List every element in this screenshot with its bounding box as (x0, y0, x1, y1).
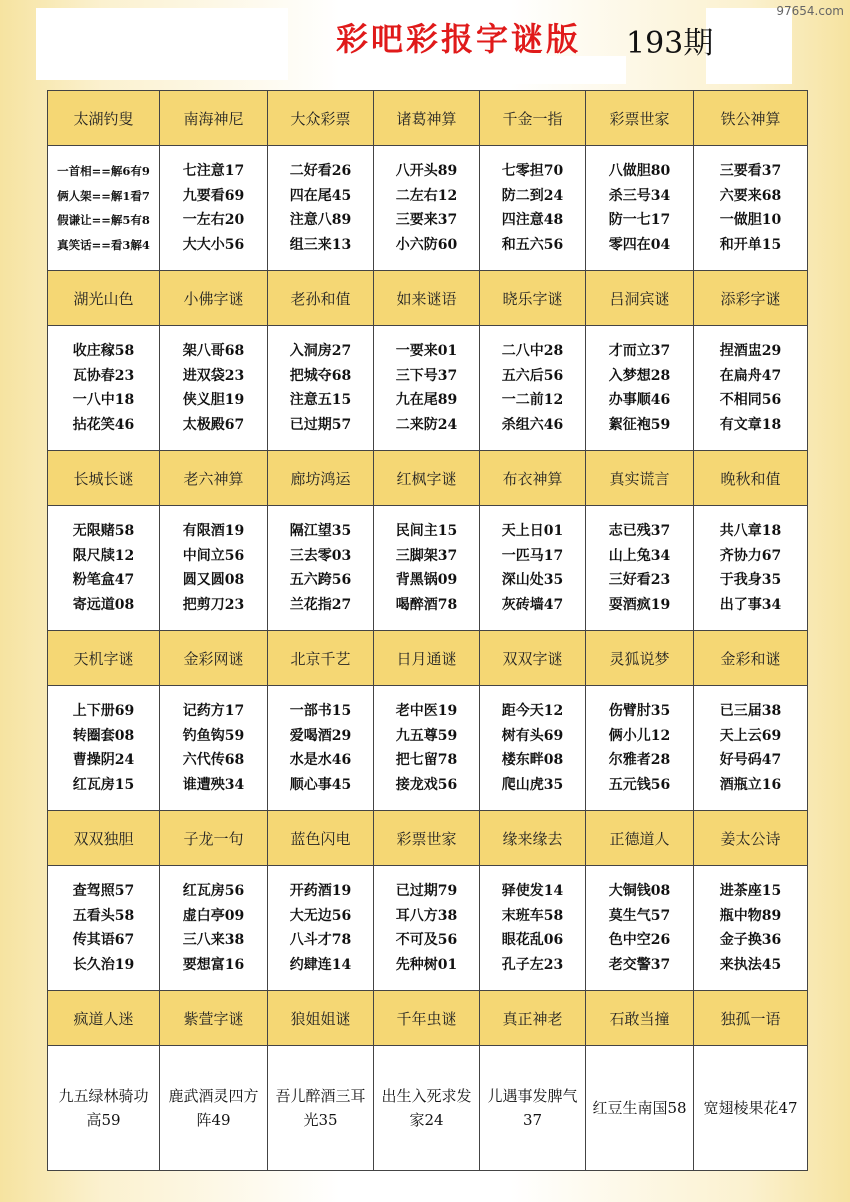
riddle-line: 七零担70 (501, 163, 564, 179)
expert-name-cell: 千金一指 (480, 91, 586, 146)
riddle-line: 三要来37 (395, 212, 458, 228)
riddle-line: 二好看26 (289, 163, 352, 179)
expert-name-cell: 正德道人 (586, 811, 694, 866)
riddle-line: 宽翅棱果花47 (703, 1099, 798, 1117)
riddle-cell (160, 506, 268, 631)
expert-name-cell: 彩票世家 (374, 811, 480, 866)
riddle-line: 山上兔34 (608, 547, 671, 564)
riddle-line: 中间立56 (182, 547, 245, 564)
riddle-line: 办事顺46 (608, 392, 671, 408)
riddle-line: 驿使发14 (501, 883, 564, 899)
expert-name-cell: 吕洞宾谜 (586, 271, 694, 326)
expert-name-cell: 子龙一句 (160, 811, 268, 866)
riddle-cell (48, 326, 160, 451)
riddle-line: 尔雅者28 (608, 752, 671, 768)
riddle-cell (374, 686, 480, 811)
riddle-line: 太极殿67 (182, 416, 245, 433)
expert-name-cell: 狼姐姐谜 (268, 991, 374, 1046)
riddle-line: 一二前12 (501, 392, 564, 408)
riddle-line: 把剪刀23 (182, 596, 245, 613)
riddle-line: 天上日01 (501, 523, 564, 539)
watermark: 97654.com (776, 4, 844, 18)
riddle-line: 老交警37 (608, 956, 671, 973)
header-row (48, 991, 808, 1046)
expert-name-cell: 缘来缘去 (480, 811, 586, 866)
expert-name-cell: 独孤一语 (694, 991, 808, 1046)
riddle-line: 假谦让==解5有8 (57, 213, 150, 227)
header-row (48, 811, 808, 866)
riddle-line: 七注意17 (182, 163, 245, 179)
riddle-line: 喝醉酒78 (395, 596, 458, 613)
expert-name-cell: 天机字谜 (48, 631, 160, 686)
riddle-line: 查驾照57 (72, 883, 135, 899)
riddle-line: 絮征袍59 (608, 416, 671, 433)
riddle-line: 八斗才78 (289, 932, 352, 948)
expert-name-cell: 小佛字谜 (160, 271, 268, 326)
riddle-line: 距今天12 (501, 703, 564, 719)
riddle-line: 一首相==解6有9 (57, 164, 150, 178)
expert-name-cell: 疯道人迷 (48, 991, 160, 1046)
riddle-line: 五六后56 (501, 367, 564, 384)
riddle-line: 已过期79 (395, 883, 458, 899)
riddle-cell (268, 326, 374, 451)
riddle-line: 儿遇事发脾气37 (487, 1087, 578, 1129)
riddle-cell (374, 866, 480, 991)
expert-name-cell: 湖光山色 (48, 271, 160, 326)
expert-name-cell: 大众彩票 (268, 91, 374, 146)
expert-name-cell: 双双独胆 (48, 811, 160, 866)
riddle-line: 灰砖墙47 (501, 596, 564, 613)
issue-number: 193期 (626, 26, 714, 61)
expert-name-cell: 金彩和谜 (694, 631, 808, 686)
riddle-line: 上下册69 (72, 703, 135, 719)
riddle-line: 于我身35 (719, 572, 782, 588)
riddle-line: 杀三号34 (608, 187, 671, 204)
riddle-line: 一做胆10 (719, 212, 782, 228)
expert-name-cell: 彩票世家 (586, 91, 694, 146)
header-row (48, 631, 808, 686)
riddle-cell (48, 1046, 160, 1171)
riddle-line: 不可及56 (395, 932, 458, 948)
riddle-line: 约肆连14 (289, 956, 352, 973)
riddle-line: 来执法45 (719, 956, 782, 973)
riddle-cell (480, 146, 586, 271)
expert-name-cell: 添彩字谜 (694, 271, 808, 326)
riddle-line: 老中医19 (395, 703, 458, 719)
expert-name-cell: 诸葛神算 (374, 91, 480, 146)
riddle-line: 八做胆80 (608, 163, 671, 179)
riddle-line: 三要看37 (719, 163, 782, 179)
riddle-row (48, 326, 808, 451)
riddle-cell (160, 1046, 268, 1171)
expert-name-cell: 如来谜语 (374, 271, 480, 326)
riddle-cell (160, 326, 268, 451)
riddle-cell (48, 866, 160, 991)
riddle-line: 三脚架37 (395, 547, 458, 564)
expert-name-cell: 太湖钓叟 (48, 91, 160, 146)
riddle-line: 瓦协春23 (72, 367, 135, 384)
riddle-line: 五六跨56 (289, 572, 352, 588)
page-header (0, 0, 850, 88)
riddle-cell (160, 866, 268, 991)
riddle-cell (694, 326, 808, 451)
riddle-line: 圆又圆08 (182, 572, 245, 588)
riddle-line: 爱喝酒29 (289, 727, 352, 744)
riddle-line: 捏酒盅29 (719, 343, 782, 359)
expert-name-cell: 紫萱字谜 (160, 991, 268, 1046)
riddle-cell (268, 146, 374, 271)
riddle-cell (480, 866, 586, 991)
riddle-line: 九五尊59 (395, 727, 458, 744)
riddle-cell (694, 1046, 808, 1171)
riddle-cell (586, 1046, 694, 1171)
riddle-line: 曹操阴24 (72, 752, 135, 768)
riddle-line: 三下号37 (395, 367, 458, 384)
riddle-line: 记药方17 (182, 703, 245, 719)
riddle-line: 零四在04 (608, 236, 671, 253)
riddle-line: 才而立37 (608, 343, 671, 359)
expert-name-cell: 北京千艺 (268, 631, 374, 686)
riddle-line: 三好看23 (608, 572, 671, 588)
riddle-line: 要想富16 (182, 956, 245, 973)
riddle-line: 传其语67 (72, 932, 135, 948)
riddle-line: 金子换36 (719, 932, 782, 948)
riddle-line: 俩小儿12 (608, 727, 671, 744)
expert-name-cell: 石敢当撞 (586, 991, 694, 1046)
riddle-line: 兰花指27 (289, 596, 352, 613)
riddle-line: 真笑话==看3解4 (57, 237, 150, 252)
riddle-line: 粉笔盒47 (72, 572, 135, 588)
riddle-line: 小六防60 (395, 236, 458, 253)
riddle-line: 钓鱼钩59 (182, 727, 245, 744)
riddle-cell (374, 506, 480, 631)
riddle-line: 大铜钱08 (608, 883, 671, 899)
riddle-cell (586, 506, 694, 631)
expert-name-cell: 真实谎言 (586, 451, 694, 506)
riddle-line: 把城夺68 (289, 367, 352, 384)
riddle-line: 大无边56 (289, 907, 352, 924)
riddle-cell (694, 146, 808, 271)
riddle-cell (480, 326, 586, 451)
riddle-cell (268, 866, 374, 991)
expert-name-cell: 姜太公诗 (694, 811, 808, 866)
expert-name-cell: 千年虫谜 (374, 991, 480, 1046)
expert-name-cell: 双双字谜 (480, 631, 586, 686)
expert-name-cell: 老六神算 (160, 451, 268, 506)
riddle-line: 转圈套08 (72, 727, 135, 744)
riddle-line: 红豆生南国58 (592, 1099, 687, 1117)
riddle-cell (374, 326, 480, 451)
riddle-line: 收庄稼58 (72, 343, 135, 359)
riddle-cell (694, 866, 808, 991)
riddle-line: 一要来01 (395, 343, 458, 359)
riddle-cell (268, 506, 374, 631)
riddle-cell (160, 686, 268, 811)
riddle-line: 好号码47 (719, 752, 782, 768)
riddle-cell (374, 1046, 480, 1171)
riddle-line: 入洞房27 (289, 343, 352, 359)
riddle-line: 伤臂肘35 (608, 703, 671, 719)
riddle-line: 开药酒19 (289, 883, 352, 899)
header-white-block-left (36, 8, 288, 80)
riddle-line: 背黑锅09 (395, 572, 458, 588)
riddle-line: 酒瓶立16 (719, 776, 782, 793)
riddle-line: 先种树01 (395, 956, 458, 973)
riddle-line: 色中空26 (608, 932, 671, 948)
riddle-line: 虚白亭09 (182, 907, 245, 924)
riddle-line: 和开单15 (719, 236, 782, 253)
riddle-line: 三去零03 (289, 547, 352, 564)
riddle-line: 进双袋23 (182, 367, 245, 384)
header-row (48, 91, 808, 146)
expert-name-cell: 布衣神算 (480, 451, 586, 506)
riddle-line: 六代传68 (182, 752, 245, 768)
riddle-line: 一左右20 (182, 212, 245, 228)
riddle-cell (586, 326, 694, 451)
riddle-row (48, 686, 808, 811)
riddle-line: 出生入死求发家24 (381, 1087, 472, 1129)
riddle-line: 瓶中物89 (719, 907, 782, 924)
riddle-line: 已三届38 (719, 703, 782, 719)
riddle-line: 不相同56 (719, 392, 782, 408)
riddle-line: 有限酒19 (182, 523, 245, 539)
riddle-line: 深山处35 (501, 572, 564, 588)
riddle-line: 和五六56 (501, 236, 564, 253)
expert-name-cell: 真正神老 (480, 991, 586, 1046)
riddle-line: 耳八方38 (395, 907, 458, 924)
riddle-line: 九要看69 (182, 187, 245, 204)
riddle-row (48, 506, 808, 631)
riddle-cell (586, 866, 694, 991)
riddle-line: 俩人架==解1看7 (57, 188, 150, 203)
riddle-line: 二八中28 (501, 343, 564, 359)
riddle-line: 进茶座15 (719, 883, 782, 899)
expert-name-cell: 老孙和值 (268, 271, 374, 326)
riddle-cell (48, 506, 160, 631)
expert-name-cell: 金彩网谜 (160, 631, 268, 686)
riddle-line: 大大小56 (182, 236, 245, 253)
expert-name-cell: 蓝色闪电 (268, 811, 374, 866)
riddle-line: 六要来68 (719, 187, 782, 204)
riddle-cell (160, 146, 268, 271)
riddle-line: 顺心事45 (289, 776, 352, 793)
riddle-line: 已过期57 (289, 416, 352, 433)
riddle-line: 天上云69 (719, 727, 782, 744)
riddle-cell (480, 686, 586, 811)
riddle-cell (48, 146, 160, 271)
riddle-line: 谁遭殃34 (182, 776, 245, 793)
riddle-line: 在扁舟47 (719, 367, 782, 384)
riddle-line: 九五绿林骑功高59 (58, 1087, 149, 1129)
riddle-line: 三八来38 (182, 932, 245, 948)
riddle-line: 拈花笑46 (72, 416, 135, 433)
expert-name-cell: 日月通谜 (374, 631, 480, 686)
riddle-cell (694, 506, 808, 631)
riddle-line: 一匹马17 (501, 547, 564, 564)
riddle-line: 注意五15 (289, 392, 352, 408)
riddle-line: 齐协力67 (719, 547, 782, 564)
riddle-line: 共八章18 (719, 523, 782, 539)
riddle-line: 接龙戏56 (395, 776, 458, 793)
riddle-line: 杀组六46 (501, 416, 564, 433)
riddle-line: 架八哥68 (182, 343, 245, 359)
riddle-cell (268, 1046, 374, 1171)
expert-name-cell: 南海神尼 (160, 91, 268, 146)
riddle-line: 水是水46 (289, 752, 352, 768)
riddle-line: 爬山虎35 (501, 776, 564, 793)
expert-name-cell: 长城长谜 (48, 451, 160, 506)
header-white-block-middle (358, 56, 626, 84)
riddle-line: 防二到24 (501, 187, 564, 204)
riddle-row (48, 146, 808, 271)
riddle-line: 一部书15 (289, 703, 352, 719)
riddle-line: 民间主15 (395, 523, 458, 539)
riddle-line: 耍酒疯19 (608, 596, 671, 613)
expert-name-cell: 晓乐字谜 (480, 271, 586, 326)
riddle-line: 九在尾89 (395, 392, 458, 408)
expert-name-cell: 红枫字谜 (374, 451, 480, 506)
riddle-cell (586, 146, 694, 271)
riddle-line: 入梦想28 (608, 367, 671, 384)
riddle-line: 楼东畔08 (501, 752, 564, 768)
page-title: 彩吧彩报字谜版 (336, 20, 582, 58)
riddle-line: 吾儿醉酒三耳光35 (275, 1087, 366, 1129)
riddle-line: 四注意48 (501, 212, 564, 228)
riddle-line: 五看头58 (72, 907, 135, 924)
riddle-line: 五元钱56 (608, 776, 671, 793)
riddle-line: 防一七17 (608, 212, 671, 228)
riddle-row (48, 1046, 808, 1171)
riddle-line: 眼花乱06 (501, 932, 564, 948)
riddle-line: 无限赌58 (72, 523, 135, 539)
riddle-line: 把七留78 (395, 752, 458, 768)
riddle-cell (586, 686, 694, 811)
riddle-line: 志已残37 (608, 523, 671, 539)
expert-name-cell: 灵狐说梦 (586, 631, 694, 686)
riddle-line: 二来防24 (395, 416, 458, 433)
riddle-line: 孔子左23 (501, 956, 564, 973)
riddle-line: 一八中18 (72, 392, 135, 408)
riddle-line: 限尺牍12 (72, 547, 135, 564)
riddle-cell (694, 686, 808, 811)
riddle-line: 注意八89 (289, 212, 352, 228)
riddle-cell (480, 506, 586, 631)
expert-name-cell: 廊坊鸿运 (268, 451, 374, 506)
riddle-cell (268, 686, 374, 811)
riddle-line: 二左右12 (395, 187, 458, 204)
riddle-line: 侠义胆19 (182, 392, 245, 408)
riddle-line: 树有头69 (501, 727, 564, 744)
riddle-cell (48, 686, 160, 811)
riddle-line: 出了事34 (719, 596, 782, 613)
riddle-row (48, 866, 808, 991)
header-row (48, 271, 808, 326)
header-white-block-right (706, 8, 792, 84)
expert-name-cell: 铁公神算 (694, 91, 808, 146)
header-row (48, 451, 808, 506)
expert-name-cell: 晚秋和值 (694, 451, 808, 506)
riddle-line: 鹿武酒灵四方阵49 (168, 1087, 259, 1129)
riddle-line: 长久治19 (72, 956, 135, 973)
riddle-line: 莫生气57 (608, 907, 671, 924)
riddle-line: 红瓦房15 (72, 776, 135, 793)
riddle-cell (374, 146, 480, 271)
riddle-line: 红瓦房56 (182, 883, 245, 899)
riddle-line: 组三来13 (289, 236, 352, 253)
riddle-table (47, 90, 808, 1171)
riddle-line: 寄远道08 (72, 596, 135, 613)
riddle-cell (480, 1046, 586, 1171)
riddle-line: 八开头89 (395, 163, 458, 179)
riddle-line: 隔江望35 (289, 523, 352, 539)
riddle-line: 末班车58 (501, 907, 564, 924)
riddle-line: 四在尾45 (289, 187, 352, 204)
riddle-line: 有文章18 (719, 416, 782, 433)
